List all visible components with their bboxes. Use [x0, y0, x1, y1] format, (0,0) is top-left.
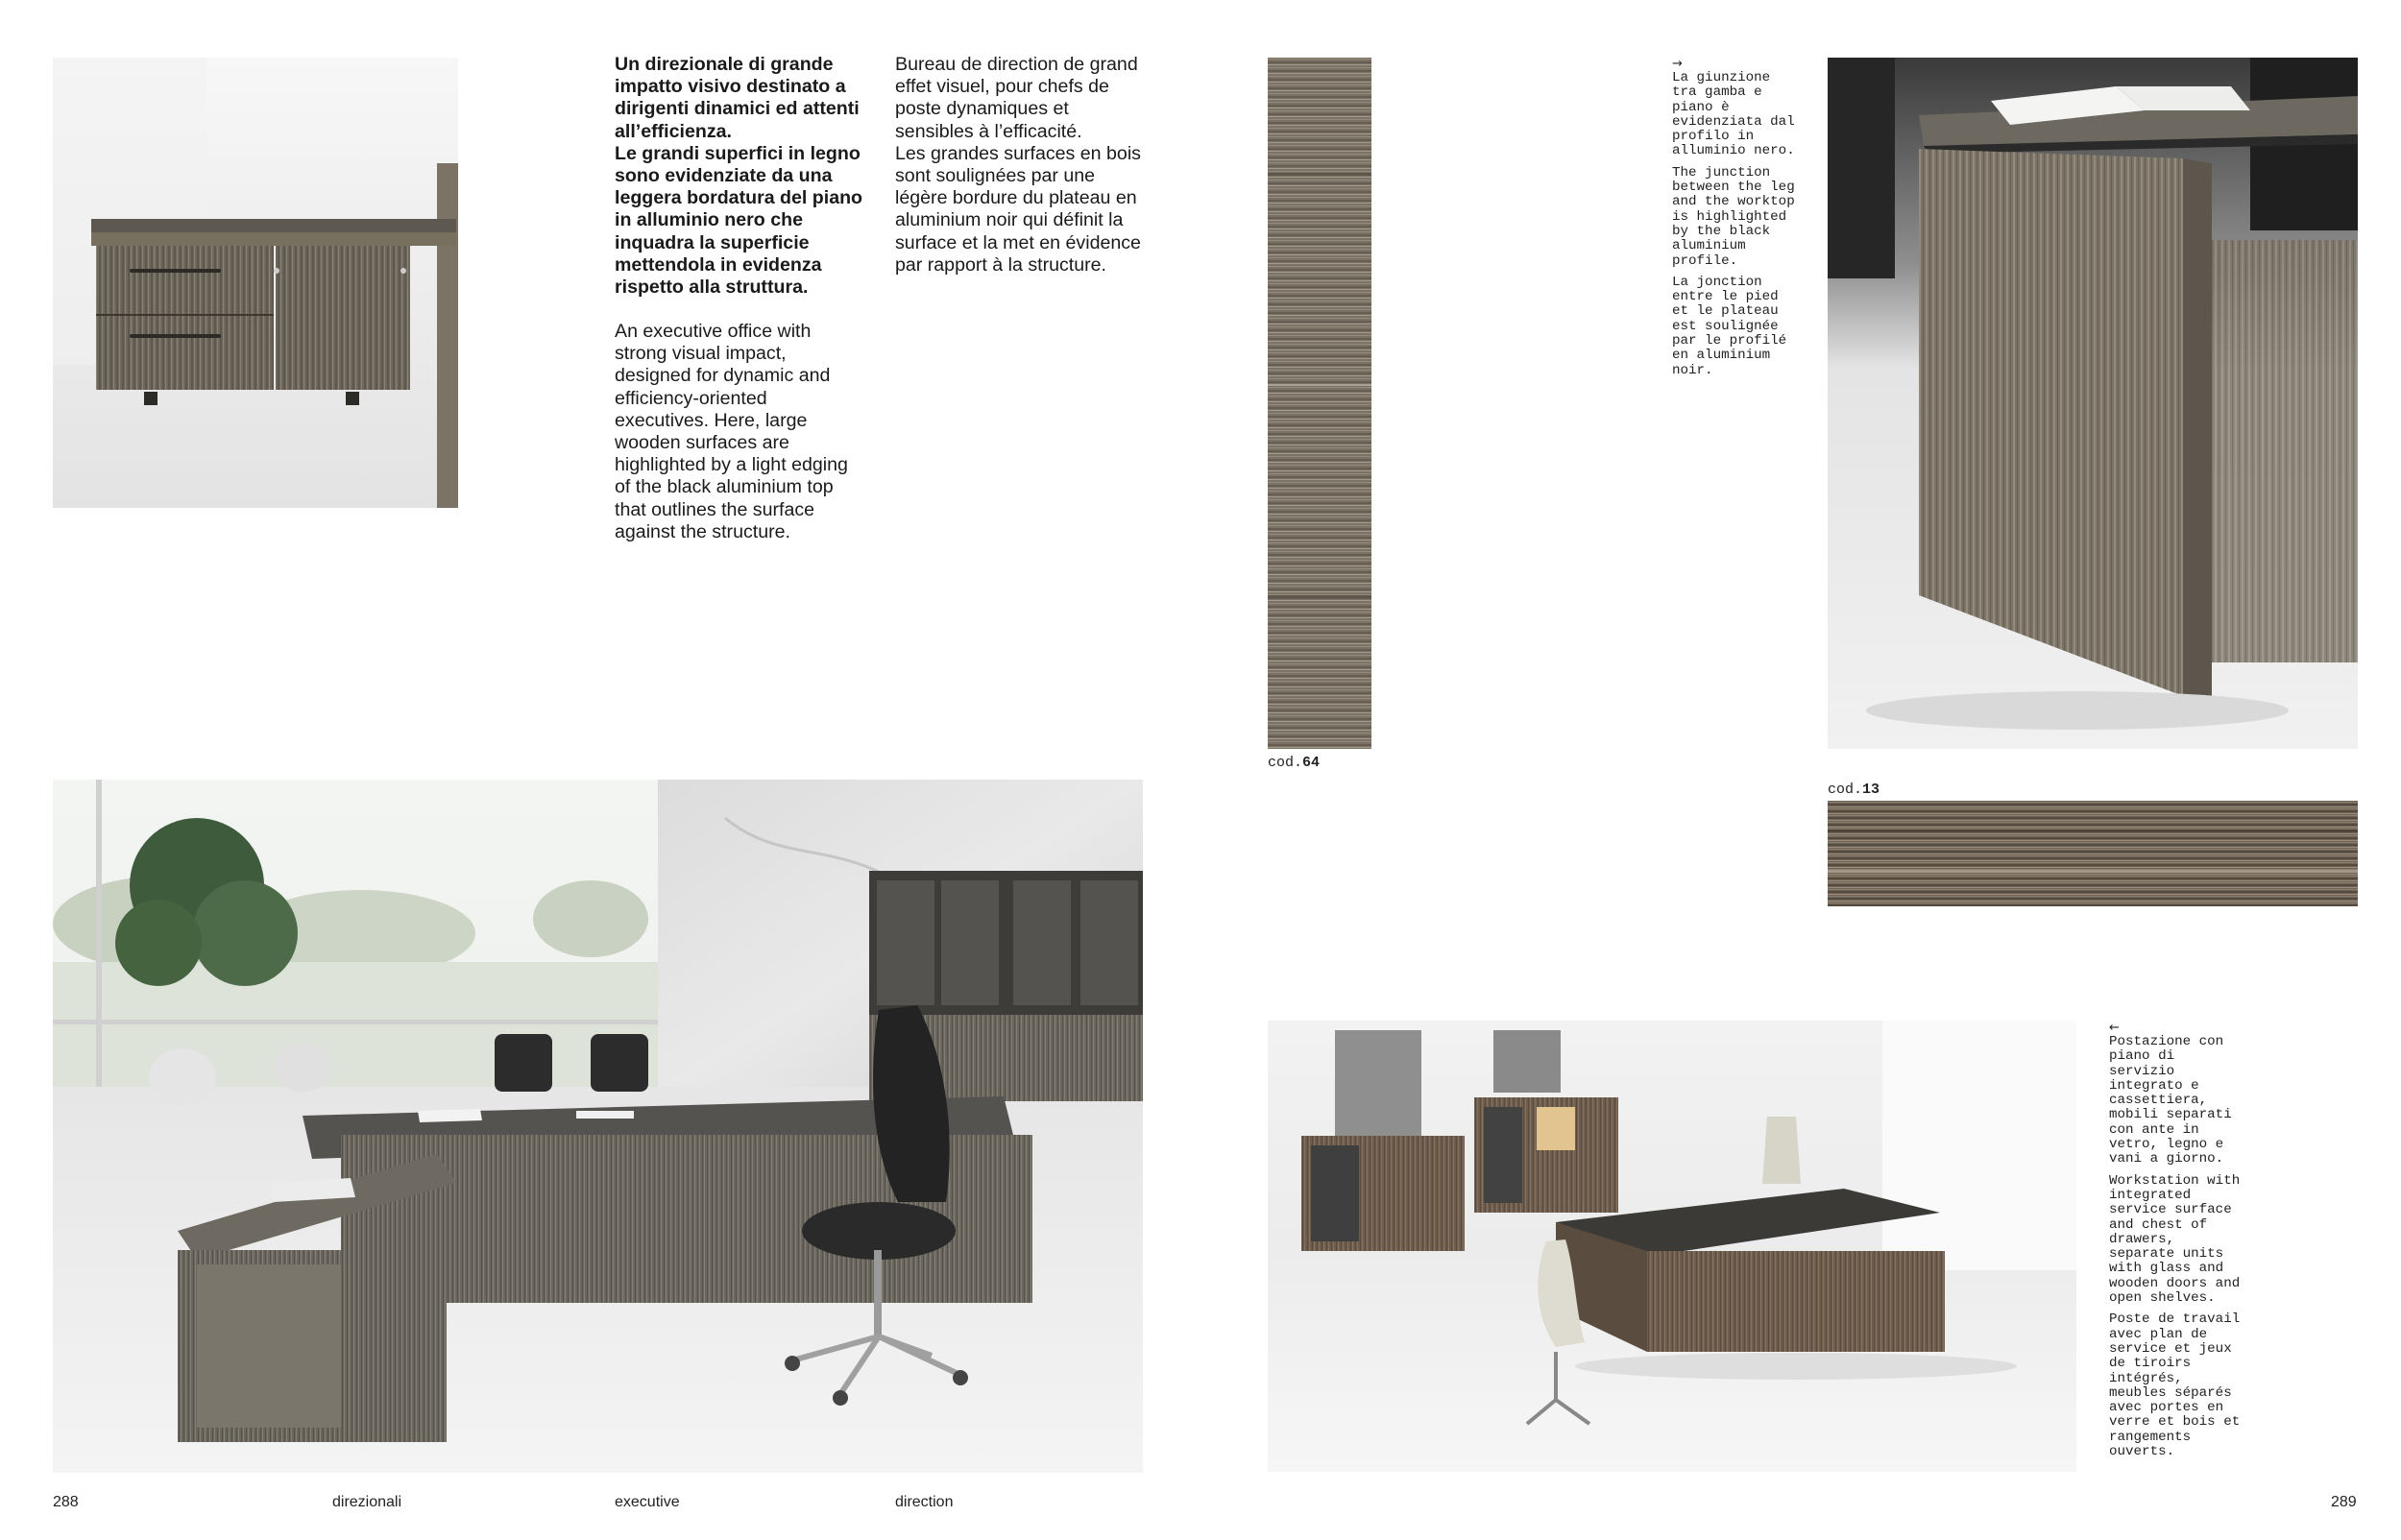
executive-office-photo	[53, 780, 1143, 1473]
intro-italian	[615, 54, 866, 299]
swatch-13-code: 13	[1862, 782, 1880, 798]
page-number-left: 288	[53, 1494, 79, 1510]
drawer-unit-photo	[53, 58, 458, 508]
workstation-photo	[1268, 1021, 2076, 1472]
intro-italian-p2: Le grandi superfici in legno sono evidenziate da una leggera bordatura del piano in alluminio nero che inquadra la superficie mettendola in evidenza rispetto alla struttura.	[615, 142, 863, 299]
junction-caption	[1672, 58, 1803, 385]
workstation-caption	[2109, 1022, 2243, 1466]
intro-italian-p1: Un direzionale di grande impatto visivo destinato a dirigenti dinamici ed attenti all’efficienza.	[615, 54, 860, 142]
swatch-64-code: 64	[1302, 755, 1321, 771]
intro-english	[615, 321, 866, 543]
junction-caption-it: La giunzione tra gamba e piano è evidenziata dal profilo in alluminio nero.	[1672, 70, 1795, 159]
swatch-64-prefix: cod.	[1268, 755, 1303, 771]
swatch-13-label	[1828, 782, 1880, 798]
swatch-64-label	[1268, 755, 1320, 771]
swatch-13-prefix: cod.	[1828, 782, 1863, 798]
section-label-french: direction	[895, 1494, 954, 1510]
intro-french-p1: Bureau de direction de grand effet visuel, pour chefs de poste dynamiques et sensibles à l’efficacité.	[895, 54, 1138, 142]
swatch-64	[1268, 58, 1371, 749]
workstation-caption-fr: Poste de travail avec plan de service et jeux de tiroirs intégrés, meubles séparés avec portes en verre et bois et rangements ouverts.	[2109, 1311, 2241, 1460]
intro-french	[895, 54, 1147, 277]
section-label-english: executive	[615, 1494, 680, 1510]
junction-caption-en: The junction between the leg and the worktop is highlighted by the black aluminium profile.	[1672, 164, 1795, 269]
junction-caption-fr: La jonction entre le pied et le plateau est soulignée par le profilé en aluminium noir.	[1672, 274, 1787, 378]
workstation-caption-en: Workstation with integrated service surface and chest of drawers, separate units with glass and wooden doors and open shelves.	[2109, 1172, 2241, 1307]
section-label-italian: direzionali	[332, 1494, 402, 1510]
desk-leg-closeup-photo	[1828, 58, 2358, 749]
swatch-13	[1828, 801, 2358, 906]
page-number-right: 289	[2331, 1494, 2357, 1510]
arrow-left-icon: ←	[2109, 1021, 2120, 1035]
intro-french-p2: Les grandes surfaces en bois sont soulignées par une légère bordure du plateau en aluminium noir qui définit la surface et la met en évidence par rapport à la structure.	[895, 142, 1141, 276]
workstation-caption-it: Postazione con piano di servizio integrato e cassettiera, mobili separati con ante in vetro, legno e vani a giorno.	[2109, 1034, 2232, 1167]
intro-english-text: An executive office with strong visual impact, designed for dynamic and efficiency-oriented executives. Here, large wooden surfaces are highlighted by a light edging of the black aluminium top that outlines the surface against the structure.	[615, 321, 848, 542]
arrow-right-icon: →	[1672, 57, 1683, 71]
